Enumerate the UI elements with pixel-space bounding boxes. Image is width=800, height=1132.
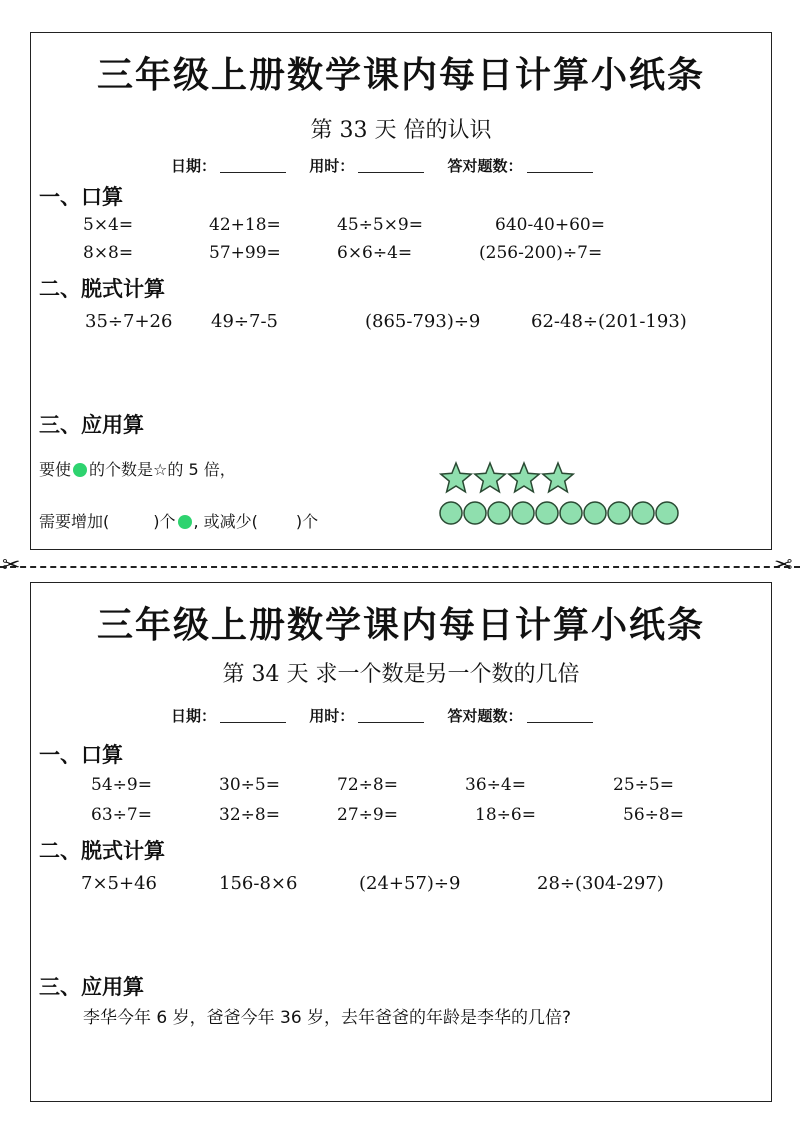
correct-label: 答对题数： bbox=[447, 707, 523, 725]
day-title: 第 34 天 求一个数是另一个数的几倍 bbox=[222, 662, 580, 687]
section-application-heading: 三、应用算 bbox=[39, 413, 144, 437]
correct-blank[interactable] bbox=[527, 722, 593, 723]
scissor-icon: ✂ bbox=[774, 553, 793, 578]
section-application-heading: 三、应用算 bbox=[39, 975, 144, 999]
oral-problem: 72÷8= bbox=[337, 775, 398, 795]
correct-blank[interactable] bbox=[527, 172, 593, 173]
word-problem-line2: 需要增加( )个 , 或减少( )个 bbox=[39, 512, 319, 531]
stars-group bbox=[439, 461, 579, 495]
day-title: 第 33 天 倍的认识 bbox=[310, 118, 492, 143]
star-icon bbox=[509, 463, 539, 492]
section-stepwise-heading: 二、脱式计算 bbox=[39, 839, 165, 863]
info-row bbox=[171, 155, 593, 176]
scissor-icon: ✂ bbox=[2, 553, 21, 578]
word-problem-question: 李华今年 6 岁，爸爸今年 36 岁，去年爸爸的年龄是李华的几倍? bbox=[83, 1008, 572, 1028]
worksheet-card-day33 bbox=[30, 32, 772, 550]
stepwise-problem: (24+57)÷9 bbox=[359, 873, 461, 894]
oral-problem: 8×8= bbox=[83, 243, 134, 263]
oral-problem: 63÷7= bbox=[91, 805, 152, 825]
circle-icon bbox=[464, 502, 486, 524]
time-blank[interactable] bbox=[358, 172, 424, 173]
circle-icon bbox=[584, 502, 606, 524]
circle-icon bbox=[488, 502, 510, 524]
oral-problem: 54÷9= bbox=[91, 775, 152, 795]
oral-problem: 25÷5= bbox=[613, 775, 674, 795]
stepwise-problem: 35÷7+26 bbox=[85, 311, 173, 332]
date-blank[interactable] bbox=[220, 722, 286, 723]
worksheet-card-day34 bbox=[30, 582, 772, 1102]
stepwise-problem: (865-793)÷9 bbox=[365, 311, 481, 332]
oral-problem: 6×6÷4= bbox=[337, 243, 413, 263]
oral-problem: 32÷8= bbox=[219, 805, 280, 825]
star-icon bbox=[543, 463, 573, 492]
oral-problem: 42+18= bbox=[209, 215, 281, 235]
circle-icon bbox=[440, 502, 462, 524]
oral-problem: 57+99= bbox=[209, 243, 281, 263]
circles-group bbox=[439, 499, 684, 527]
stepwise-problem: 49÷7-5 bbox=[211, 311, 278, 332]
time-label: 用时： bbox=[309, 157, 355, 175]
green-dot-icon bbox=[73, 463, 87, 477]
circle-icon bbox=[536, 502, 558, 524]
circle-icon bbox=[608, 502, 630, 524]
circle-icon bbox=[656, 502, 678, 524]
card-title: 三年级上册数学课内每日计算小纸条 bbox=[96, 605, 705, 646]
date-label: 日期： bbox=[171, 707, 217, 725]
card-title: 三年级上册数学课内每日计算小纸条 bbox=[96, 55, 705, 96]
oral-problem: 30÷5= bbox=[219, 775, 280, 795]
correct-label: 答对题数： bbox=[447, 157, 523, 175]
oral-problem: 56÷8= bbox=[623, 805, 684, 825]
cut-line bbox=[0, 566, 800, 568]
stepwise-problem: 28÷(304-297) bbox=[537, 873, 664, 894]
section-oral-heading: 一、口算 bbox=[39, 185, 123, 209]
time-label: 用时： bbox=[309, 707, 355, 725]
green-dot-icon bbox=[178, 515, 192, 529]
section-stepwise-heading: 二、脱式计算 bbox=[39, 277, 165, 301]
section-oral-heading: 一、口算 bbox=[39, 743, 123, 767]
circle-icon bbox=[560, 502, 582, 524]
oral-problem: 45÷5×9= bbox=[337, 215, 423, 235]
stepwise-problem: 156-8×6 bbox=[219, 873, 298, 894]
circle-icon bbox=[512, 502, 534, 524]
oral-problem: (256-200)÷7= bbox=[479, 243, 603, 263]
info-row bbox=[171, 705, 593, 726]
stepwise-problem: 7×5+46 bbox=[81, 873, 157, 894]
date-label: 日期： bbox=[171, 157, 217, 175]
oral-problem: 27÷9= bbox=[337, 805, 398, 825]
oral-problem: 36÷4= bbox=[465, 775, 526, 795]
oral-problem: 5×4= bbox=[83, 215, 134, 235]
word-problem-line1: 要使 的个数是☆的 5 倍， bbox=[39, 460, 236, 479]
oral-problem: 18÷6= bbox=[475, 805, 536, 825]
circle-icon bbox=[632, 502, 654, 524]
star-icon bbox=[441, 463, 471, 492]
oral-problem: 640-40+60= bbox=[495, 215, 605, 235]
stepwise-problem: 62-48÷(201-193) bbox=[531, 311, 687, 332]
star-icon bbox=[475, 463, 505, 492]
date-blank[interactable] bbox=[220, 172, 286, 173]
time-blank[interactable] bbox=[358, 722, 424, 723]
